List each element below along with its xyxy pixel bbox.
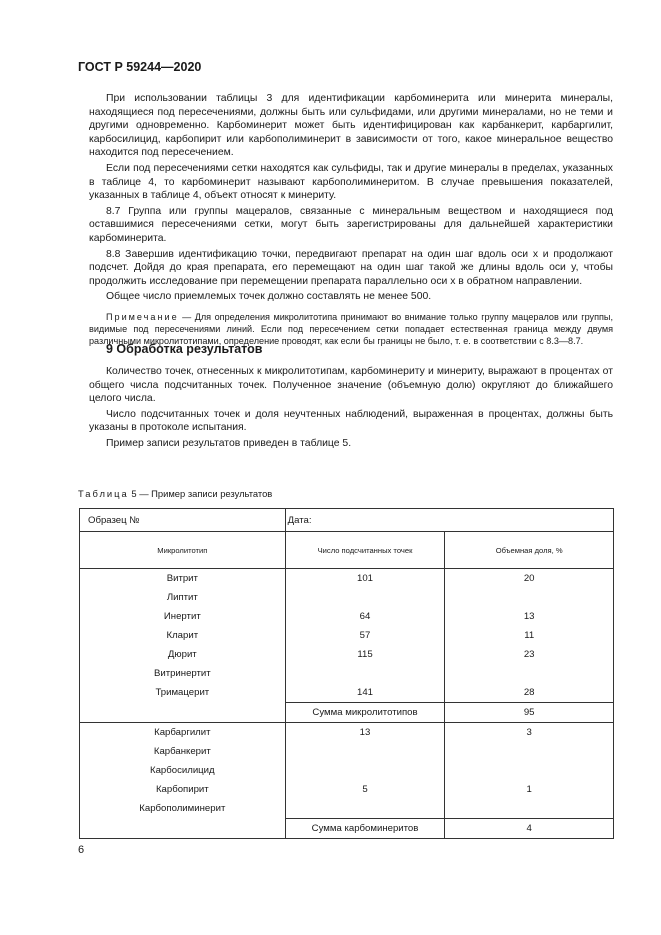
table-row — [80, 799, 614, 819]
table-row — [80, 761, 614, 780]
cell-name: Витрит — [80, 569, 286, 589]
cell-share: 28 — [445, 683, 614, 703]
cell-name: Карбополиминерит — [80, 799, 286, 819]
cell-name: Витринертит — [80, 664, 286, 683]
table-row — [80, 742, 614, 761]
cell-name: Карбосилицид — [80, 761, 286, 780]
note-text: — Для определения микролитотипа принимают во внимание только группу мацералов или группы, видимые под пересечениями линий. Если под пересечением сетки попадает естественная граница между двумя различными микролитотипами, определение проводят, как если бы границы не было, т. е. в соответствии с 8.3—8.7. — [89, 311, 613, 346]
table-row — [80, 626, 614, 645]
table-row — [80, 780, 614, 799]
cell-empty — [80, 819, 286, 839]
table-row — [80, 607, 614, 626]
table-row — [80, 588, 614, 607]
sample-label: Образец № — [80, 509, 286, 532]
table-column-headers — [80, 532, 614, 569]
note-label: Примечание — [106, 311, 179, 322]
results-table — [79, 508, 614, 839]
sum-value: 4 — [445, 819, 614, 839]
paragraph: При использовании таблицы 3 для идентификации карбоминерита или минерита минералы, находящиеся под пересечениями, должны быть или сульфидами, или другими минералами, но не теми и другими одновременно. Карбоминерит может быть идентифицирован как карбанкерит, карбаргилит, карбосилицид, карбопирит или карбополиминерит в зависимости от того, какое минеральное вещество находится под пересечением. — [89, 93, 613, 159]
cell-share — [445, 588, 614, 607]
table-sum-row — [80, 703, 614, 723]
cell-share: 1 — [445, 780, 614, 799]
paragraph: Если под пересечениями сетки находятся как сульфиды, так и другие минералы в пределах, указанных в таблице 4, то карбоминерит называют карбополиминеритом. В случае превышения показателей, указанных в таблице 4, объект относят к минериту. — [89, 162, 613, 202]
cell-share — [445, 742, 614, 761]
paragraph: Число подсчитанных точек и доля неучтенных наблюдений, выраженная в процентах, должны быть указаны в протоколе испытания. — [89, 408, 613, 434]
cell-count — [285, 799, 445, 819]
cell-count — [285, 588, 445, 607]
table-row — [80, 683, 614, 703]
cell-share: 20 — [445, 569, 614, 589]
cell-name: Тримацерит — [80, 683, 286, 703]
cell-name: Дюрит — [80, 645, 286, 664]
text-block-section — [89, 365, 613, 453]
cell-share — [445, 664, 614, 683]
cell-count: 141 — [285, 683, 445, 703]
sum-label: Сумма карбоминеритов — [285, 819, 445, 839]
cell-empty — [80, 703, 286, 723]
cell-count: 115 — [285, 645, 445, 664]
cell-count: 57 — [285, 626, 445, 645]
cell-share: 11 — [445, 626, 614, 645]
column-header: Число подсчитанных точек — [285, 532, 445, 569]
column-header: Объемная доля, % — [445, 532, 614, 569]
section-title: 9 Обработка результатов — [106, 342, 263, 356]
paragraph: Пример записи результатов приведен в таблице 5. — [106, 437, 352, 449]
cell-share: 3 — [445, 723, 614, 743]
cell-share — [445, 761, 614, 780]
table-row — [80, 569, 614, 589]
cell-name: Карбопирит — [80, 780, 286, 799]
table-sum-row — [80, 819, 614, 839]
cell-share — [445, 799, 614, 819]
cell-name: Карбанкерит — [80, 742, 286, 761]
text-block-top — [89, 92, 613, 356]
table-row — [80, 723, 614, 743]
column-header: Микролитотип — [80, 532, 286, 569]
cell-count: 64 — [285, 607, 445, 626]
table-caption — [78, 488, 272, 499]
date-label: Дата: — [285, 509, 613, 532]
cell-count — [285, 761, 445, 780]
page-number: 6 — [78, 844, 85, 856]
table-caption-text: 5 — Пример записи результатов — [128, 488, 273, 499]
cell-count: 13 — [285, 723, 445, 743]
cell-count: 5 — [285, 780, 445, 799]
sum-value: 95 — [445, 703, 614, 723]
paragraph: 8.7 Группа или группы мацералов, связанные с минеральным веществом и находящиеся под оставшимися пересечениями сетки, могут быть зарегистрированы для дальнейшей характеристики карбоминерита. — [89, 205, 613, 244]
table-row — [80, 645, 614, 664]
cell-count — [285, 742, 445, 761]
cell-name: Липтит — [80, 588, 286, 607]
cell-name: Карбаргилит — [80, 723, 286, 743]
cell-share: 13 — [445, 607, 614, 626]
cell-count — [285, 664, 445, 683]
sum-label: Сумма микролитотипов — [285, 703, 445, 723]
paragraph: Количество точек, отнесенных к микролитотипам, карбоминериту и минериту, выражают в процентах от общего числа подсчитанных точек. Полученное значение (объемную долю) округляют до ближайшего целого числа. — [89, 366, 613, 405]
table-row — [80, 664, 614, 683]
cell-count: 101 — [285, 569, 445, 589]
paragraph: 8.8 Завершив идентификацию точки, передвигают препарат на один шаг вдоль оси x и продолжают подсчет. Дойдя до края препарата, его перемещают на один шаг такой же длины вдоль оси y, чтобы продолжить исследование при перемещении препарата параллельно оси x в обратном направлении. — [89, 248, 613, 287]
paragraph: Общее число приемлемых точек должно составлять не менее 500. — [106, 291, 432, 303]
cell-share: 23 — [445, 645, 614, 664]
cell-name: Кларит — [80, 626, 286, 645]
table-header-row — [80, 509, 614, 532]
document-header: ГОСТ Р 59244—2020 — [78, 60, 202, 74]
cell-name: Инертит — [80, 607, 286, 626]
table-caption-label: Таблица — [78, 488, 129, 499]
